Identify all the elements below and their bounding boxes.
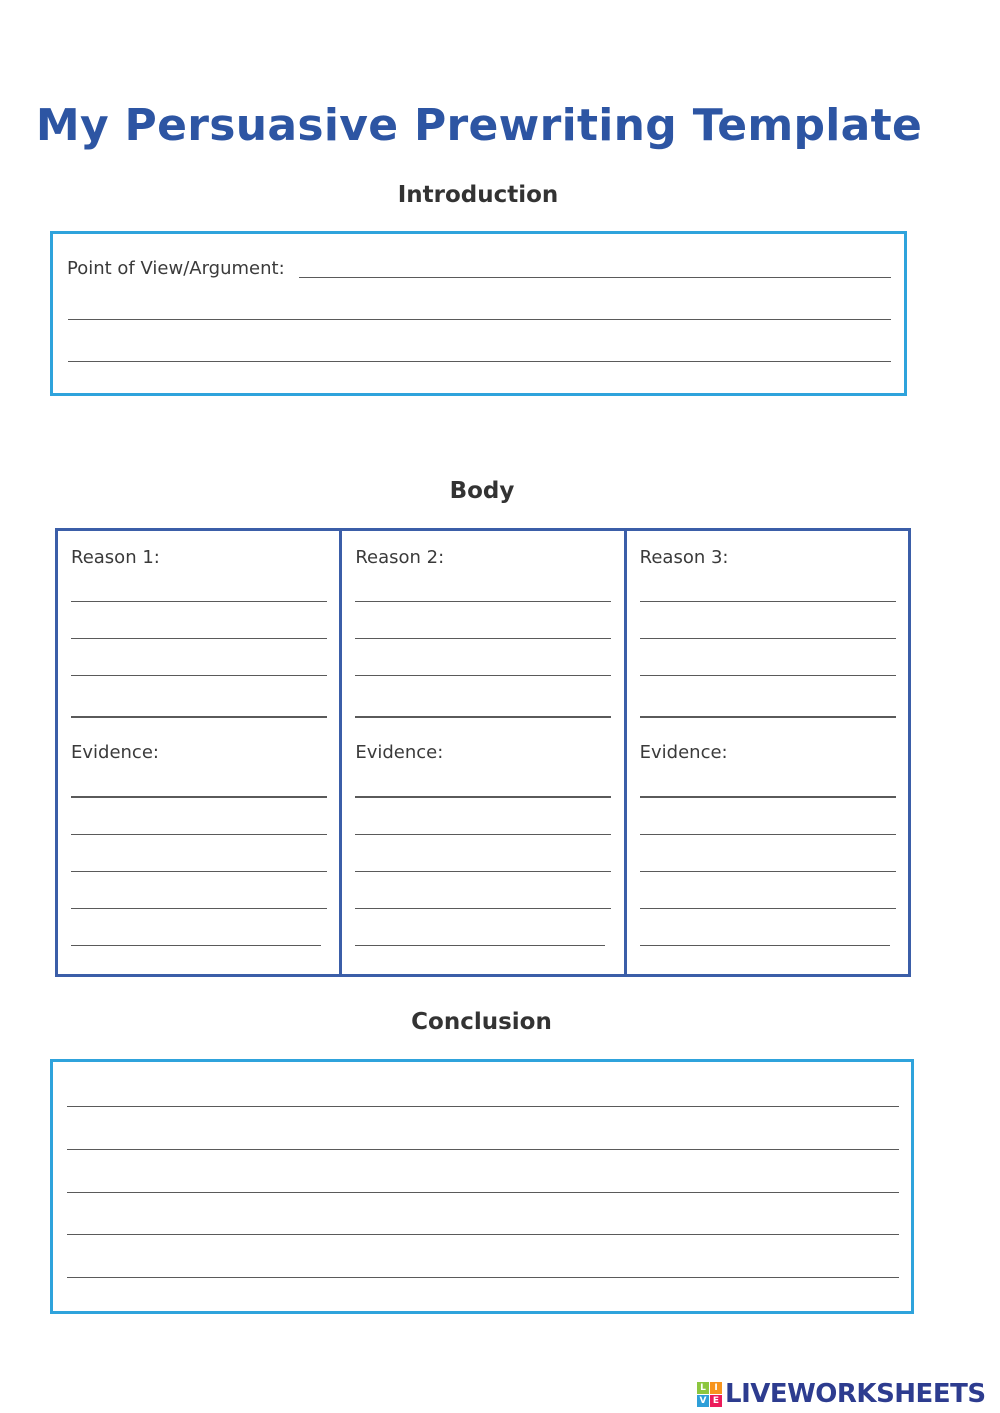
reason-line[interactable] xyxy=(71,716,327,718)
liveworksheets-logo-text: LIVEWORKSHEETS xyxy=(725,1379,986,1409)
page-title: My Persuasive Prewriting Template xyxy=(35,100,923,151)
conclusion-box xyxy=(50,1059,914,1314)
reason-line[interactable] xyxy=(355,601,611,602)
evidence-line[interactable] xyxy=(355,834,611,835)
reason-line[interactable] xyxy=(640,675,896,676)
introduction-box xyxy=(50,231,907,396)
evidence-line[interactable] xyxy=(640,908,896,909)
reason-line[interactable] xyxy=(640,716,896,718)
point-of-view-label: Point of View/Argument: xyxy=(67,258,285,279)
evidence-label: Evidence: xyxy=(355,742,444,763)
evidence-line[interactable] xyxy=(71,834,327,835)
liveworksheets-logo[interactable] xyxy=(697,1377,986,1411)
evidence-label: Evidence: xyxy=(639,742,728,763)
logo-letter: I xyxy=(710,1382,722,1394)
evidence-line[interactable] xyxy=(71,945,321,946)
evidence-line[interactable] xyxy=(71,871,327,872)
conclusion-line[interactable] xyxy=(67,1277,899,1278)
reason-line[interactable] xyxy=(640,601,896,602)
reason-column-3 xyxy=(624,531,908,974)
reason-label: Reason 1: xyxy=(71,547,160,568)
reason-label: Reason 2: xyxy=(355,547,445,568)
reason-line[interactable] xyxy=(640,638,896,639)
evidence-line[interactable] xyxy=(355,908,611,909)
conclusion-line[interactable] xyxy=(67,1106,899,1107)
reason-label: Reason 3: xyxy=(639,547,729,568)
evidence-line[interactable] xyxy=(640,871,896,872)
reason-line[interactable] xyxy=(355,638,611,639)
conclusion-line[interactable] xyxy=(67,1192,899,1193)
conclusion-heading: Conclusion xyxy=(411,1009,552,1035)
reason-column-2 xyxy=(339,531,623,974)
reason-line[interactable] xyxy=(355,675,611,676)
reason-line[interactable] xyxy=(355,716,611,718)
evidence-line[interactable] xyxy=(640,945,890,946)
introduction-line[interactable] xyxy=(68,361,891,362)
logo-letter: E xyxy=(710,1395,722,1407)
evidence-line[interactable] xyxy=(355,871,611,872)
body-box xyxy=(55,528,911,977)
conclusion-line[interactable] xyxy=(67,1234,899,1235)
logo-letter: L xyxy=(697,1382,709,1394)
reason-line[interactable] xyxy=(71,601,327,602)
introduction-heading: Introduction xyxy=(397,182,559,208)
logo-letter: V xyxy=(697,1395,709,1407)
introduction-line[interactable] xyxy=(68,319,891,320)
reason-line[interactable] xyxy=(71,675,327,676)
conclusion-line[interactable] xyxy=(67,1149,899,1150)
evidence-line[interactable] xyxy=(355,945,605,946)
evidence-line[interactable] xyxy=(71,796,327,798)
evidence-line[interactable] xyxy=(355,796,611,798)
reason-column-1 xyxy=(58,531,339,974)
liveworksheets-logo-icon xyxy=(697,1382,722,1407)
point-of-view-line[interactable] xyxy=(299,277,891,278)
evidence-line[interactable] xyxy=(71,908,327,909)
reason-line[interactable] xyxy=(71,638,327,639)
body-heading: Body xyxy=(449,478,515,504)
evidence-label: Evidence: xyxy=(71,742,159,763)
evidence-line[interactable] xyxy=(640,796,896,798)
evidence-line[interactable] xyxy=(640,834,896,835)
